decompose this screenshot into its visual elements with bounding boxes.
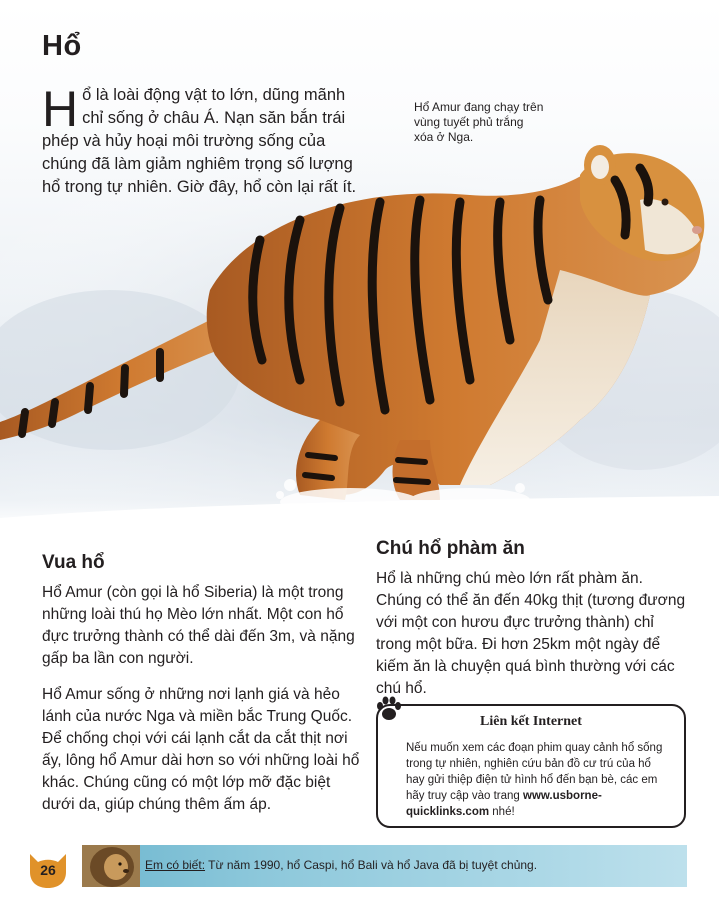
did-you-know-text [145,858,537,872]
intro-text: ổ là loài động vật to lớn, dũng mãnh chỉ sống ở châu Á. Nạn săn bắn trái phép và hủy hoại môi trường sống của chúng đã làm giảm nghiêm trọng số lượng hổ trong tự nhiên. Giờ đây, hổ còn lại rất ít. [42,86,357,196]
lion-photo [82,845,140,887]
quicklinks-url[interactable]: www.usborne-quicklinks.com [406,790,602,818]
page-number: 26 [40,862,56,878]
internet-links-suffix: nhé! [489,806,515,818]
vua-ho-paragraph-1: Hổ Amur (còn gọi là hổ Siberia) là một trong những loài thú họ Mèo lớn nhất. Một con hổ đực trưởng thành có thể dài đến 3m, và nặng gấp ba lần con người. [42,584,355,667]
section-heading-pham-an: Chú hổ phàm ăn [376,538,525,559]
pham-an-paragraph: Hổ là những chú mèo lớn rất phàm ăn. Chúng có thể ăn đến 40kg thịt (tương đương với một con hươu đực trưởng thành) chỉ trong một bữa. Đi hơn 25km một ngày để kiếm ăn là chuyện quá bình thường với các chú hổ. [376,570,686,697]
section-heading-vua-ho: Vua hổ [42,552,105,573]
snow-ground [0,478,719,538]
did-you-know-label: Em có biết: [145,858,206,872]
internet-links-text [406,740,668,820]
drop-cap: H [42,81,79,137]
internet-links-box [376,704,686,828]
paw-icon [374,694,404,724]
internet-links-title: Liên kết Internet [480,714,582,729]
did-you-know-fact: Từ năm 1990, hổ Caspi, hổ Bali và hổ Java đã bị tuyệt chủng. [205,858,538,872]
internet-links-body: Nếu muốn xem các đoạn phim quay cảnh hổ sống trong tự nhiên, nghiên cứu bản đồ cư trú của hổ hay gửi thiệp điện tử hình hổ đến bạn bè, các em hãy truy cập vào trang [406,742,663,802]
page-number-tab [26,850,70,890]
vua-ho-paragraph-2: Hổ Amur sống ở những nơi lạnh giá và hẻo lánh của nước Nga và miền bắc Trung Quốc. Để chống chọi với cái lạnh cắt da cắt thịt nơi ấy, lông hổ Amur dài hơn so với những loài hổ khác. Chúng cũng có một lớp mỡ đặc biệt dưới da, giúp chúng thêm ấm áp. [42,686,360,813]
tiger-photo [0,140,719,520]
page-title: Hổ [42,30,82,62]
photo-caption: Hổ Amur đang chạy trên vùng tuyết phủ trắng xóa ở Nga. [414,100,544,144]
